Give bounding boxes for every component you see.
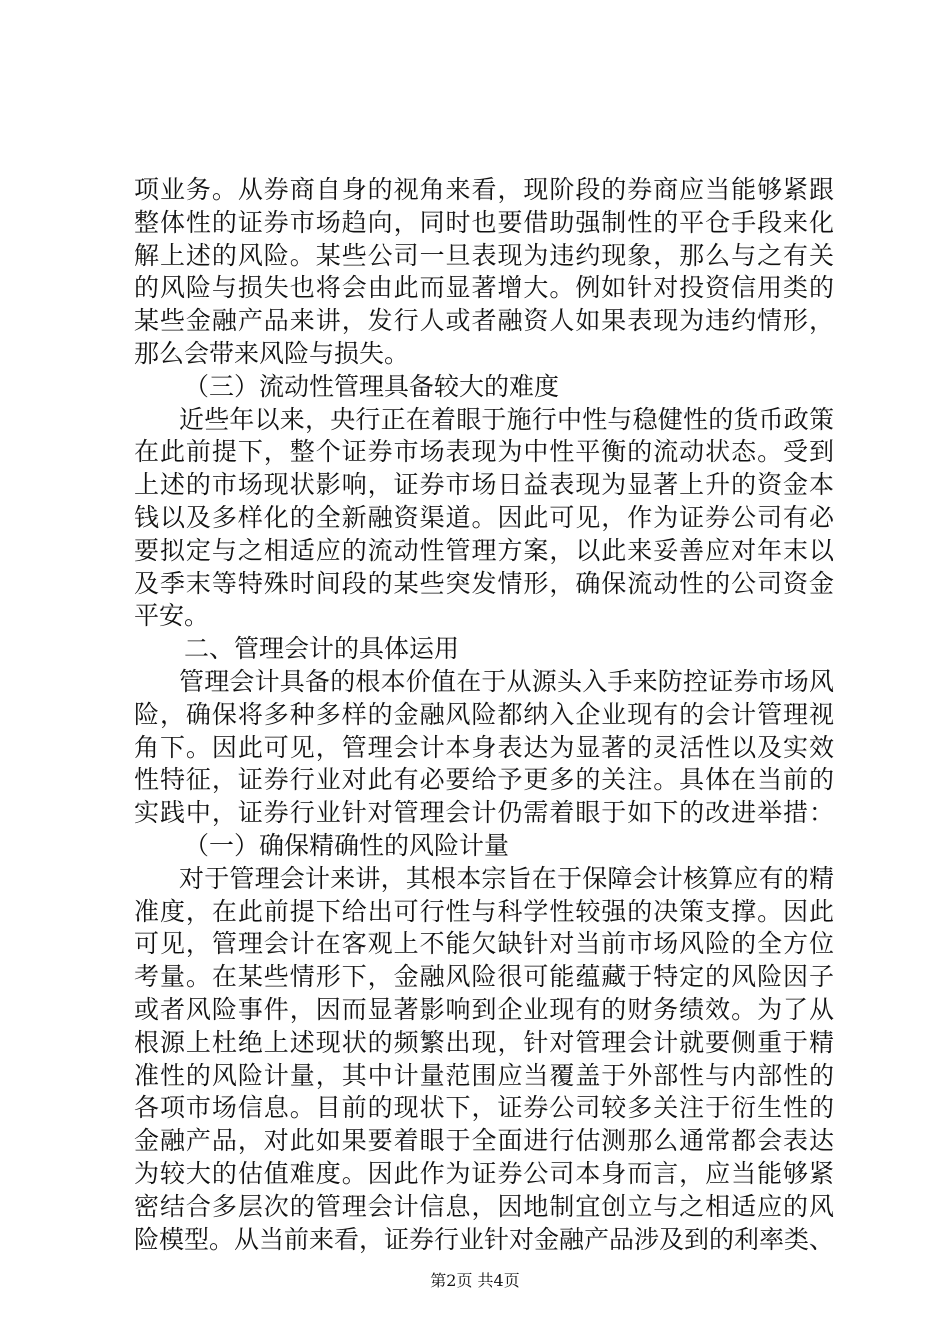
paragraph-line: 整体性的证券市场趋向，同时也要借助强制性的平仓手段来化 bbox=[134, 207, 834, 237]
paragraph-line: 性特征，证券行业对此有必要给予更多的关注。具体在当前的 bbox=[134, 765, 834, 795]
paragraph-line: 准度，在此前提下给出可行性与科学性较强的决策支撑。因此 bbox=[134, 896, 834, 926]
paragraph-line: 钱以及多样化的全新融资渠道。因此可见，作为证券公司有必 bbox=[134, 502, 834, 532]
section-heading: （一）确保精确性的风险计量 bbox=[184, 830, 510, 860]
paragraph-line: 的风险与损失也将会由此而显著增大。例如针对投资信用类的 bbox=[134, 273, 834, 303]
paragraph-line: 要拟定与之相适应的流动性管理方案，以此来妥善应对年末以 bbox=[134, 535, 834, 565]
paragraph-line: 平安。 bbox=[134, 601, 210, 631]
paragraph-line: 及季末等特殊时间段的某些突发情形，确保流动性的公司资金 bbox=[134, 568, 834, 598]
paragraph-line: 为较大的估值难度。因此作为证券公司本身而言，应当能够紧 bbox=[134, 1158, 834, 1188]
paragraph-line: 实践中，证券行业针对管理会计仍需着眼于如下的改进举措： bbox=[134, 798, 834, 828]
paragraph-line: 某些金融产品来讲，发行人或者融资人如果表现为违约情形， bbox=[134, 306, 834, 336]
paragraph-line: 可见，管理会计在客观上不能欠缺针对当前市场风险的全方位 bbox=[134, 929, 834, 959]
paragraph-line: 角下。因此可见，管理会计本身表达为显著的灵活性以及实效 bbox=[134, 732, 834, 762]
paragraph-line: 根源上杜绝上述现状的频繁出现，针对管理会计就要侧重于精 bbox=[134, 1027, 834, 1057]
paragraph-line: 险，确保将多种多样的金融风险都纳入企业现有的会计管理视 bbox=[134, 699, 834, 729]
paragraph-line: 解上述的风险。某些公司一旦表现为违约现象，那么与之有关 bbox=[134, 240, 834, 270]
paragraph-line: 管理会计具备的根本价值在于从源头入手来防控证券市场风 bbox=[179, 666, 834, 696]
paragraph-line: 上述的市场现状影响，证券市场日益表现为显著上升的资金本 bbox=[134, 470, 834, 500]
paragraph-line: 近些年以来，央行正在着眼于施行中性与稳健性的货币政策 bbox=[179, 404, 834, 434]
paragraph-line: 对于管理会计来讲，其根本宗旨在于保障会计核算应有的精 bbox=[179, 863, 834, 893]
paragraph-line: 准性的风险计量，其中计量范围应当覆盖于外部性与内部性的 bbox=[134, 1060, 834, 1090]
paragraph-line: 各项市场信息。目前的现状下，证券公司较多关注于衍生性的 bbox=[134, 1093, 834, 1123]
section-heading: 二、管理会计的具体运用 bbox=[184, 634, 460, 664]
document-body bbox=[134, 174, 834, 1256]
paragraph-line: 或者风险事件，因而显著影响到企业现有的财务绩效。为了从 bbox=[134, 994, 834, 1024]
section-heading: （三）流动性管理具备较大的难度 bbox=[184, 371, 560, 401]
page-footer: 第2页 共4页 bbox=[430, 1271, 520, 1290]
paragraph-line: 密结合多层次的管理会计信息，因地制宜创立与之相适应的风 bbox=[134, 1191, 834, 1221]
paragraph-line: 那么会带来风险与损失。 bbox=[134, 338, 410, 368]
paragraph-line: 在此前提下，整个证券市场表现为中性平衡的流动状态。受到 bbox=[134, 437, 834, 467]
paragraph-line: 险模型。从当前来看，证券行业针对金融产品涉及到的利率类、 bbox=[134, 1224, 835, 1254]
paragraph-line: 考量。在某些情形下，金融风险很可能蕴藏于特定的风险因子 bbox=[134, 962, 834, 992]
paragraph-line: 项业务。从券商自身的视角来看，现阶段的券商应当能够紧跟 bbox=[134, 175, 834, 204]
paragraph-line: 金融产品，对此如果要着眼于全面进行估测那么通常都会表达 bbox=[134, 1126, 834, 1156]
